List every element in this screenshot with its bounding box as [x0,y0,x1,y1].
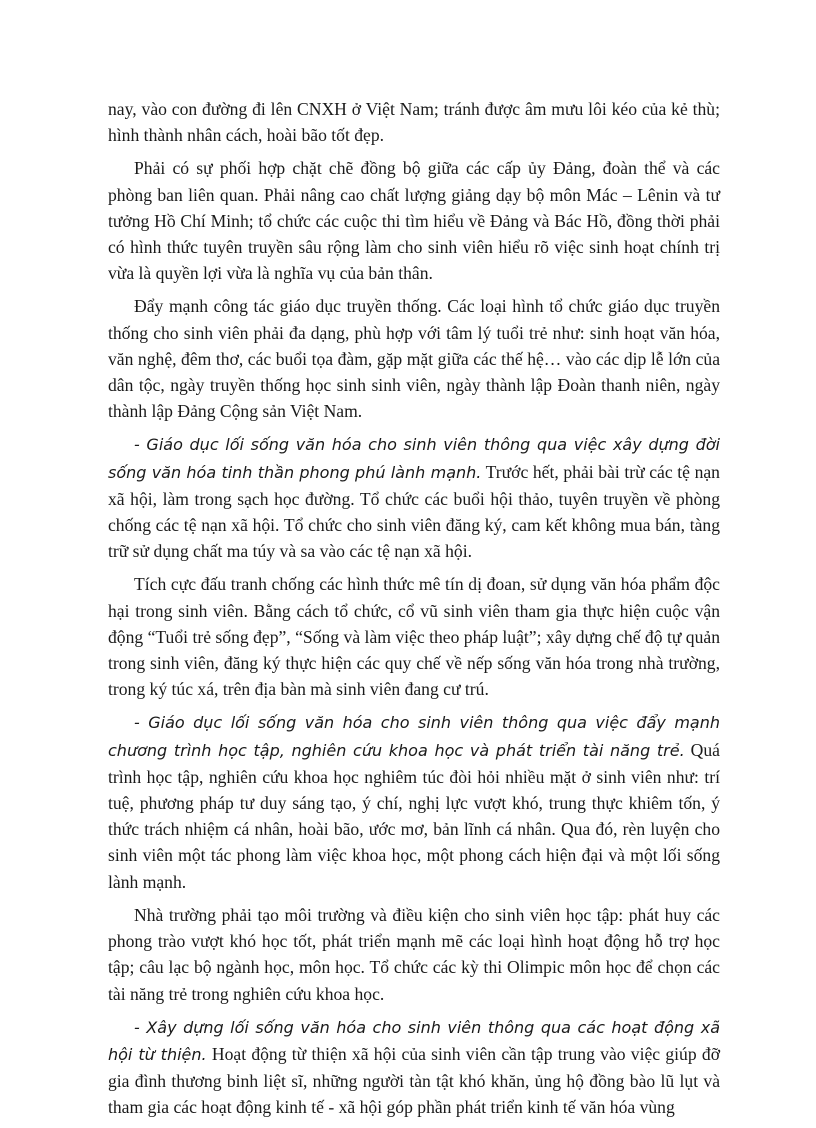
paragraph-learning-environment [108,902,720,1007]
paragraph-text: Nhà trường phải tạo môi trường và điều kiện cho sinh viên học tập: phát huy các phong trào vượt khó học tốt, phát triển mạnh mẽ các loại hình hoạt động hỗ trợ học tập; câu lạc bộ ngành học, môn học. Tổ chức các kỳ thi Olimpic môn học để chọn các tài năng trẻ trong nghiên cứu khoa học. [108,904,720,1004]
paragraph-cultural-life [108,431,720,564]
paragraph-text: nay, vào con đường đi lên CNXH ở Việt Nam; tránh được âm mưu lôi kéo của kẻ thù; hình thành nhân cách, hoài bão tốt đẹp. [108,99,720,146]
document-page [108,96,720,1128]
paragraph-traditional-education [108,293,720,424]
paragraph-italic-heading: - Xây dựng lối sống văn hóa cho sinh viên thông qua các hoạt động xã hội từ thiện. [108,1017,720,1064]
paragraph-text: Phải có sự phối hợp chặt chẽ đồng bộ giữa các cấp ủy Đảng, đoàn thể và các phòng ban liên quan. Phải nâng cao chất lượng giảng dạy bộ môn Mác – Lênin và tư tưởng Hồ Chí Minh; tổ chức các cuộc thi tìm hiểu về Đảng và Bác Hồ, đồng thời phải có hình thức tuyên truyền sâu rộng làm cho sinh viên hiểu rõ việc sinh hoạt chính trị vừa là quyền lợi vừa là nghĩa vụ của bản thân. [108,158,720,284]
paragraph-text: Hoạt động từ thiện xã hội của sinh viên cần tập trung vào việc giúp đỡ gia đình thương binh liệt sĩ, những người tàn tật khó khăn, ủng hộ đồng bào lũ lụt và tham gia các hoạt động kinh tế - xã hội góp phần phát triển kinh tế văn hóa vùng [108,1043,721,1118]
paragraph-text: Trước hết, phải bài trừ các tệ nạn xã hội, làm trong sạch học đường. Tổ chức các buổi hội thảo, tuyên truyền về phòng chống các tệ nạn xã hội. Tổ chức cho sinh viên đăng ký, cam kết không mua bán, tàng trữ sử dụng chất ma túy và sa vào các tệ nạn xã hội. [108,461,720,562]
paragraph-study-research [108,709,720,894]
paragraph-text: Quá trình học tập, nghiên cứu khoa học nghiêm túc đòi hỏi nhiều mặt ở sinh viên như: trí tuệ, phương pháp tư duy sáng tạo, ý chí, nghị lực vượt khó, trung thực khiêm tốn, ý thức trách nhiệm cá nhân, hoài bão, ước mơ, bản lĩnh cá nhân. Qua đó, rèn luyện cho sinh viên một tác phong làm việc khoa học, một phong cách hiện đại và một lối sống lành mạnh. [108,739,720,892]
paragraph-anti-superstition [108,571,720,702]
paragraph-italic-heading: - Giáo dục lối sống văn hóa cho sinh viên thông qua việc xây dựng đời sống văn hóa tinh thần phong phú lành mạnh. [108,435,720,482]
paragraph-continuation [108,96,720,148]
paragraph-charity [108,1014,720,1121]
paragraph-party-coordination [108,155,720,286]
paragraph-italic-heading: - Giáo dục lối sống văn hóa cho sinh viên thông qua việc đẩy mạnh chương trình học tập, nghiên cứu khoa học và phát triển tài năng trẻ. [108,713,720,760]
paragraph-text: Tích cực đấu tranh chống các hình thức mê tín dị đoan, sử dụng văn hóa phẩm độc hại trong sinh viên. Bằng cách tổ chức, cổ vũ sinh viên tham gia thực hiện cuộc vận động “Tuổi trẻ sống đẹp”, “Sống và làm việc theo pháp luật”; xây dựng chế độ tự quản trong sinh viên, đăng ký thực hiện các quy chế về nếp sống văn hóa trong nhà trường, trong ký túc xá, trên địa bàn mà sinh viên đang cư trú. [108,574,720,700]
paragraph-text: Đẩy mạnh công tác giáo dục truyền thống. Các loại hình tổ chức giáo dục truyền thống cho sinh viên phải đa dạng, phù hợp với tâm lý tuổi trẻ như: sinh hoạt văn hóa, văn nghệ, đêm thơ, các buổi tọa đàm, gặp mặt giữa các thế hệ… vào các dịp lễ lớn của dân tộc, ngày truyền thống học sinh sinh viên, ngày thành lập Đoàn thanh niên, ngày thành lập Đảng Cộng sản Việt Nam. [108,296,720,422]
